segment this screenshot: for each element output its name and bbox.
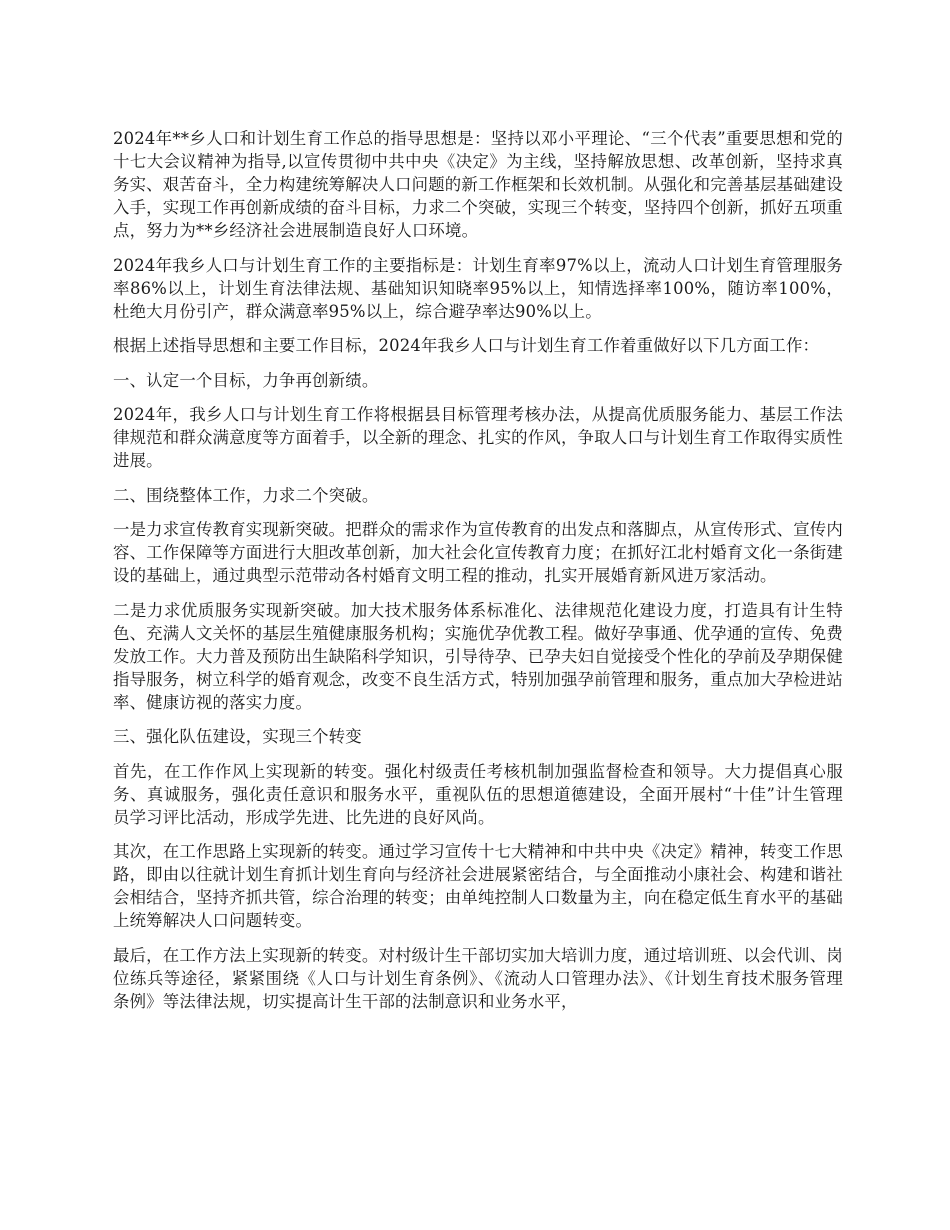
paragraph-service-breakthrough: 二是力求优质服务实现新突破。加大技术服务体系标准化、法律规范化建设力度，打造具有计生特色、充满人文关怀的基层生殖健康服务机构；实施优孕优教工程。做好孕事通、优孕通的宣传、免费发放工作。大力普及预防出生缺陷科学知识，引导待孕、已孕夫妇自觉接受个性化的孕前及孕期保健指导服务，树立科学的婚育观念，改变不良生活方式，特别加强孕前管理和服务，重点加大孕检进站率、健康访视的落实力度。 [113, 600, 843, 712]
paragraph-main-indicators: 2024年我乡人口与计划生育工作的主要指标是：计划生育率97%以上，流动人口计划生育管理服务率86%以上，计划生育法律法规、基础知识知晓率95%以上，知情选择率100%，随访率100%，杜绝大月份引产，群众满意率95%以上，综合避孕率达90%以上。 [113, 255, 843, 321]
paragraph-publicity-breakthrough: 一是力求宣传教育实现新突破。把群众的需求作为宣传教育的出发点和落脚点，从宣传形式、宣传内容、工作保障等方面进行大胆改革创新，加大社会化宣传教育力度；在抓好江北村婚育文化一条街建设的基础上，通过典型示范带动各村婚育文明工程的推动，扎实开展婚育新风进万家活动。 [113, 520, 843, 585]
paragraph-guiding-ideology: 2024年**乡人口和计划生育工作总的指导思想是：坚持以邓小平理论、“三个代表”重要思想和党的十七大会议精神为指导,以宣传贯彻中共中央《决定》为主线，坚持解放思想、改革创新，坚持求真务实、艰苦奋斗，全力构建统筹解决人口问题的新工作框架和长效机制。从强化和完善基层基础建设入手，实现工作再创新成绩的奋斗目标，力求二个突破，实现三个转变，坚持四个创新，抓好五项重点，努力为**乡经济社会进展制造良好人口环境。 [113, 129, 843, 240]
paragraph-work-style-change: 首先，在工作作风上实现新的转变。强化村级责任考核机制加强监督检查和领导。大力提倡真心服务、真诚服务，强化责任意识和服务水平，重视队伍的思想道德建设，全面开展村“十佳”计生管理员学习评比活动，形成学先进、比先进的良好风尚。 [113, 761, 843, 827]
paragraph-section-1-body: 2024年，我乡人口与计划生育工作将根据县目标管理考核办法，从提高优质服务能力、基层工作法律规范和群众满意度等方面着手，以全新的理念、扎实的作风，争取人口与计划生育工作取得实质性进展。 [113, 405, 843, 470]
paragraph-work-method-change: 最后，在工作方法上实现新的转变。对村级计生干部切实加大培训力度，通过培训班、以会代训、岗位练兵等途径，紧紧围绕《人口与计划生育条例》、《流动人口管理办法》、《计划生育技术服务管理条例》等法律法规，切实提高计生干部的法制意识和业务水平， [113, 945, 843, 1011]
paragraph-work-thinking-change: 其次，在工作思路上实现新的转变。通过学习宣传十七大精神和中共中央《决定》精神，转变工作思路，即由以往就计划生育抓计划生育向与经济社会进展紧密结合，与全面推动小康社会、构建和谐社会相结合，坚持齐抓共管，综合治理的转变；由单纯控制人口数量为主，向在稳定低生育水平的基础上统筹解决人口问题转变。 [113, 842, 843, 930]
section-heading-2: 二、围绕整体工作，力求二个突破。 [113, 485, 379, 505]
section-heading-1: 一、认定一个目标，力争再创新绩。 [113, 370, 379, 390]
paragraph-work-focus-intro: 根据上述指导思想和主要工作目标，2024年我乡人口与计划生育工作着重做好以下几方面工作： [113, 336, 820, 355]
document-body [113, 127, 843, 1024]
section-heading-3: 三、强化队伍建设，实现三个转变 [113, 727, 362, 746]
